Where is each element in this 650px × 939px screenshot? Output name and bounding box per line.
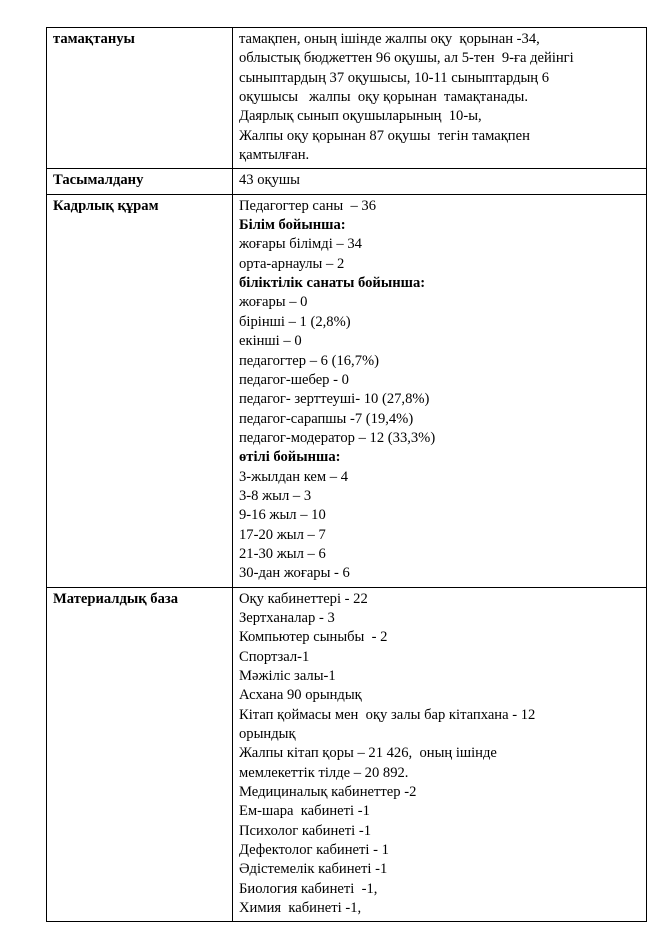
value-line: 3-жылдан кем – 4 <box>239 468 349 485</box>
row-label-cell <box>47 169 233 194</box>
row-label-text: Тасымалдану <box>53 172 144 189</box>
value-line: Медициналық кабинеттер -2 <box>239 784 417 801</box>
row-label-cell <box>47 587 233 922</box>
value-line: Асхана 90 орындық <box>239 687 362 704</box>
value-line: мемлекеттік тілде – 20 892. <box>239 764 409 781</box>
value-line: Жалпы оқу қорынан 87 оқушы тегін тамақпен <box>239 127 530 144</box>
value-line: Даярлық сынып оқушыларының 10-ы, <box>239 108 482 125</box>
row-label-text: Материалдық база <box>53 590 179 607</box>
value-line: педагог-модератор – 12 (33,3%) <box>239 429 436 446</box>
value-line: оқушысы жалпы оқу қорынан тамақтанады. <box>239 89 528 106</box>
value-line: 9-16 жыл – 10 <box>239 507 326 524</box>
value-subheading: Білім бойынша: <box>239 217 346 234</box>
row-value-cell <box>233 587 647 922</box>
value-line: сыныптардың 37 оқушысы, 10-11 сыныптардың 6 <box>239 69 550 86</box>
value-line: тамақпен, оның ішінде жалпы оқу қорынан -34, <box>239 31 540 47</box>
value-line: жоғары білімді – 34 <box>239 236 362 253</box>
table-row <box>47 194 647 587</box>
value-line: Педагогтер саны – 36 <box>239 197 377 214</box>
value-line: бірінші – 1 (2,8%) <box>239 313 351 330</box>
table-row <box>47 28 647 169</box>
value-line: Дефектолог кабинеті - 1 <box>239 842 389 859</box>
value-line: педагогтер – 6 (16,7%) <box>239 352 380 369</box>
value-line: Жалпы кітап қоры – 21 426, оның ішінде <box>239 745 497 762</box>
value-line: педагог-сарапшы -7 (19,4%) <box>239 410 414 427</box>
row-label-cell <box>47 28 233 169</box>
row-label-text: Кадрлық құрам <box>53 197 159 214</box>
value-line: Мәжіліс залы-1 <box>239 668 336 684</box>
value-line: педагог- зерттеуші- 10 (27,8%) <box>239 391 430 408</box>
value-line: 17-20 жыл – 7 <box>239 526 326 543</box>
value-line: 3-8 жыл – 3 <box>239 487 312 504</box>
value-line: екінші – 0 <box>239 333 302 350</box>
value-line: қамтылған. <box>239 147 310 164</box>
value-line: орындық <box>239 726 296 743</box>
row-label-cell <box>47 194 233 587</box>
value-line: Ем-шара кабинеті -1 <box>239 803 370 820</box>
row-value-cell <box>233 169 647 194</box>
value-line: Зертханалар - 3 <box>239 609 335 626</box>
school-info-table <box>46 27 647 922</box>
value-line: Биология кабинеті -1, <box>239 880 378 897</box>
value-line: Спортзал-1 <box>239 648 310 665</box>
value-line: 21-30 жыл – 6 <box>239 545 326 562</box>
table-row <box>47 587 647 922</box>
row-value-cell <box>233 28 647 169</box>
value-line: облыстық бюджеттен 96 оқушы, ал 5-тен 9-ға дейінгі <box>239 50 574 67</box>
value-subheading: біліктілік санаты бойынша: <box>239 275 426 292</box>
row-value-cell <box>233 194 647 587</box>
value-line: 30-дан жоғары - 6 <box>239 565 350 582</box>
value-line: Химия кабинеті -1, <box>239 900 362 917</box>
value-line: жоғары – 0 <box>239 294 308 311</box>
table-body <box>47 28 647 922</box>
value-line: орта-арнаулы – 2 <box>239 255 345 272</box>
value-line: Оқу кабинеттері - 22 <box>239 590 368 607</box>
table-row <box>47 169 647 194</box>
value-line: 43 оқушы <box>239 172 300 189</box>
value-line: Әдістемелік кабинеті -1 <box>239 861 388 878</box>
row-label-text: тамақтануы <box>53 31 135 47</box>
value-line: педагог-шебер - 0 <box>239 371 349 388</box>
value-line: Психолог кабинеті -1 <box>239 822 371 839</box>
value-line: Кітап қоймасы мен оқу залы бар кітапхана - 12 <box>239 706 536 723</box>
value-subheading: өтілі бойынша: <box>239 449 341 466</box>
value-line: Компьютер сыныбы - 2 <box>239 629 388 646</box>
